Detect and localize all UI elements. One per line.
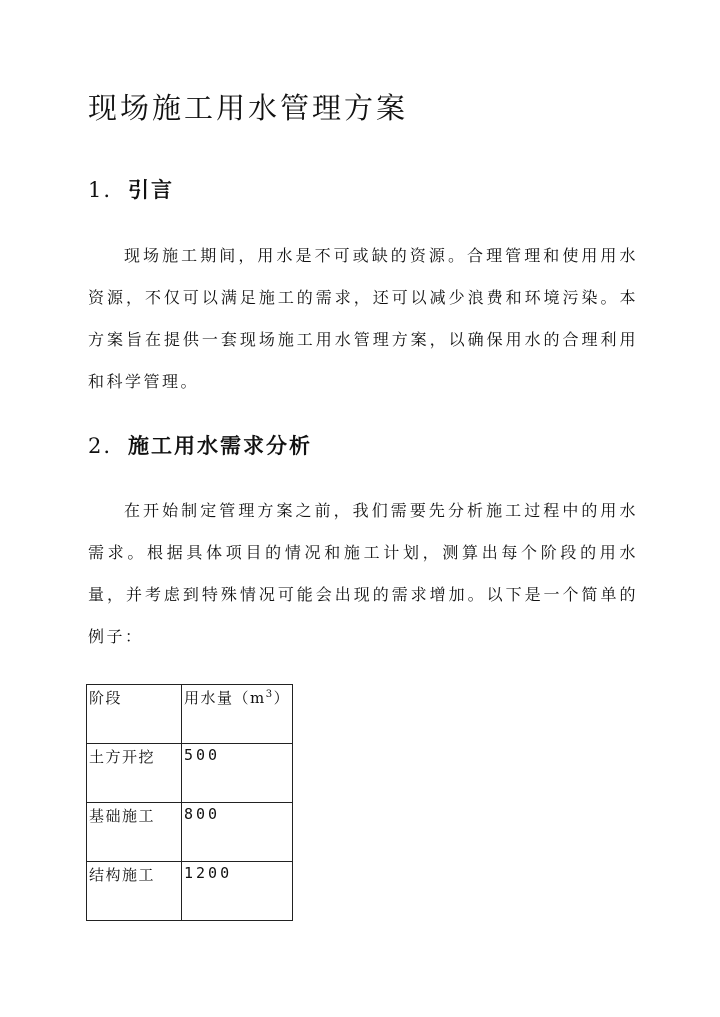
table-row	[87, 744, 293, 803]
demand-analysis-paragraph: 在开始制定管理方案之前，我们需要先分析施工过程中的用水需求。根据具体项目的情况和施工计划，测算出每个阶段的用水量，并考虑到特殊情况可能会出现的需求增加。以下是一个简单的例子：	[88, 501, 638, 646]
section-number: 1.	[88, 178, 113, 202]
document-title: 现场施工用水管理方案	[88, 91, 409, 125]
header-water-amount-close: ）	[273, 689, 291, 707]
section-number: 2.	[88, 434, 113, 458]
intro-paragraph: 现场施工期间，用水是不可或缺的资源。合理管理和使用用水资源，不仅可以满足施工的需求，还可以减少浪费和环境污染。本方案旨在提供一套现场施工用水管理方案，以确保用水的合理利用和科学管理。	[88, 246, 638, 391]
table-header-row	[87, 685, 293, 744]
amount-cell: 500	[182, 744, 293, 803]
header-stage: 阶段	[87, 685, 182, 744]
section-title: 施工用水需求分析	[128, 433, 312, 458]
table-row	[87, 803, 293, 862]
section-heading-demand-analysis	[88, 430, 312, 460]
stage-cell: 基础施工	[87, 803, 182, 862]
section-heading-intro	[88, 174, 174, 204]
stage-cell: 土方开挖	[87, 744, 182, 803]
header-water-amount-text: 用水量（m	[184, 689, 266, 707]
table-row	[87, 862, 293, 921]
amount-cell: 1200	[182, 862, 293, 921]
stage-cell: 结构施工	[87, 862, 182, 921]
cubic-superscript: 3	[265, 689, 274, 700]
header-water-amount	[182, 685, 293, 744]
amount-cell: 800	[182, 803, 293, 862]
section-title: 引言	[128, 177, 174, 202]
water-usage-table	[86, 684, 293, 921]
